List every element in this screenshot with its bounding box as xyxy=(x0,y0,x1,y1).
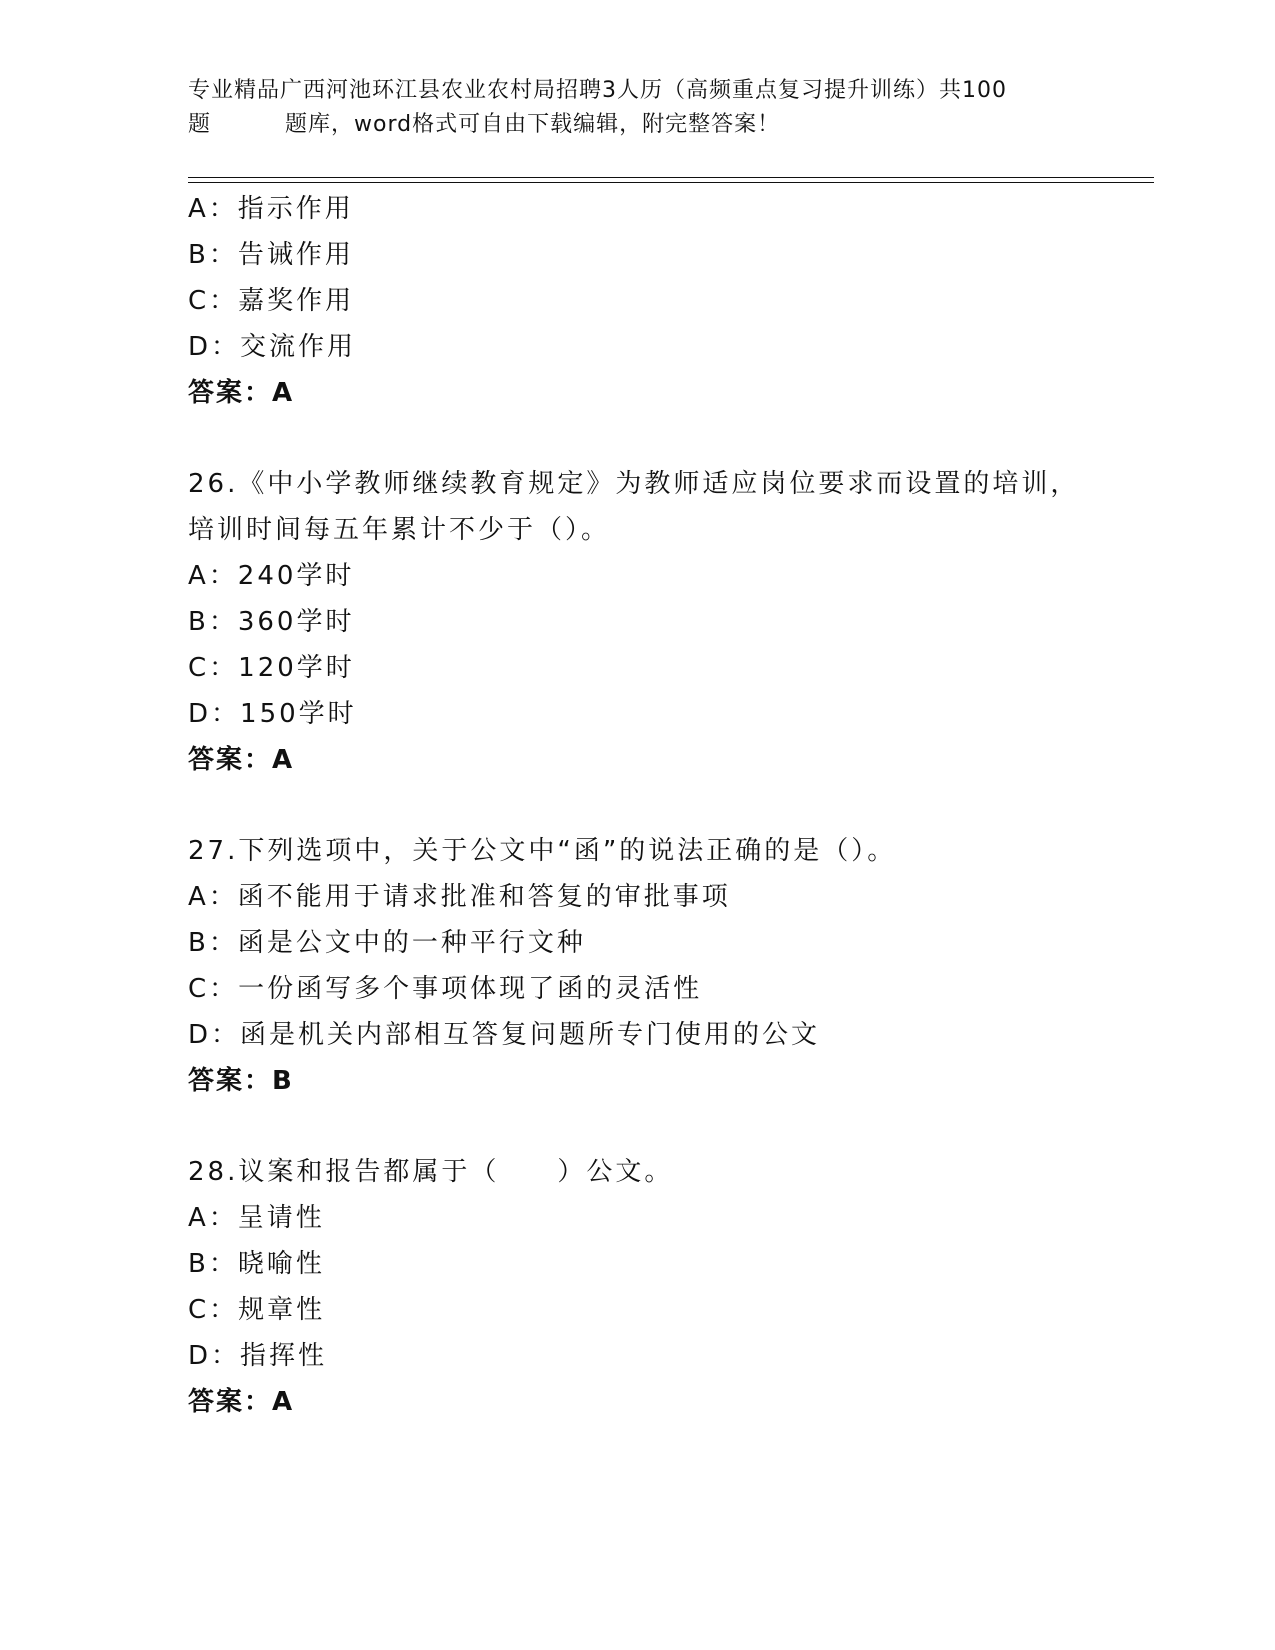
header-title-line2-start: 题 xyxy=(188,112,212,137)
question-28 xyxy=(188,1149,1148,1425)
question-list xyxy=(188,186,1148,1425)
question-text-line: 26.《中小学教师继续教育规定》为教师适应岗位要求而设置的培训， xyxy=(188,469,1080,499)
answer: 答案：A xyxy=(188,745,295,775)
header-title-line2-end: 题库，word格式可自由下载编辑，附完整答案！ xyxy=(285,112,781,137)
option-d: D：指挥性 xyxy=(188,1341,328,1371)
option-b: B：晓喻性 xyxy=(188,1249,325,1279)
option-d: D：交流作用 xyxy=(188,332,357,362)
option-a: A：240学时 xyxy=(188,561,355,591)
page-header xyxy=(188,74,1088,142)
answer: 答案：B xyxy=(188,1066,294,1096)
option-a: A：指示作用 xyxy=(188,194,354,224)
option-d: D：函是机关内部相互答复问题所专门使用的公文 xyxy=(188,1020,821,1050)
answer: 答案：A xyxy=(188,1387,295,1417)
question-26 xyxy=(188,461,1148,783)
option-a: A：呈请性 xyxy=(188,1203,325,1233)
answer: 答案：A xyxy=(188,378,295,408)
option-b: B：告诫作用 xyxy=(188,240,354,270)
question-text-line: 27.下列选项中，关于公文中“函”的说法正确的是（）。 xyxy=(188,836,897,866)
option-c: C：120学时 xyxy=(188,653,355,683)
question-text-line: 28.议案和报告都属于（ ）公文。 xyxy=(188,1157,674,1187)
option-c: C：规章性 xyxy=(188,1295,326,1325)
option-b: B：函是公文中的一种平行文种 xyxy=(188,928,586,958)
header-title-line2 xyxy=(188,108,1088,142)
header-title-line1: 专业精品广西河池环江县农业农村局招聘3人历（高频重点复习提升训练）共100 xyxy=(188,78,1007,103)
option-c: C：一份函写多个事项体现了函的灵活性 xyxy=(188,974,703,1004)
option-b: B：360学时 xyxy=(188,607,355,637)
option-d: D：150学时 xyxy=(188,699,357,729)
header-divider-bottom xyxy=(188,182,1154,183)
option-c: C：嘉奖作用 xyxy=(188,286,355,316)
question-text-line: 培训时间每五年累计不少于（）。 xyxy=(188,515,611,545)
header-divider-top xyxy=(188,177,1154,178)
option-a: A：函不能用于请求批准和答复的审批事项 xyxy=(188,882,731,912)
question-25-partial xyxy=(188,186,1148,416)
question-27 xyxy=(188,828,1148,1104)
